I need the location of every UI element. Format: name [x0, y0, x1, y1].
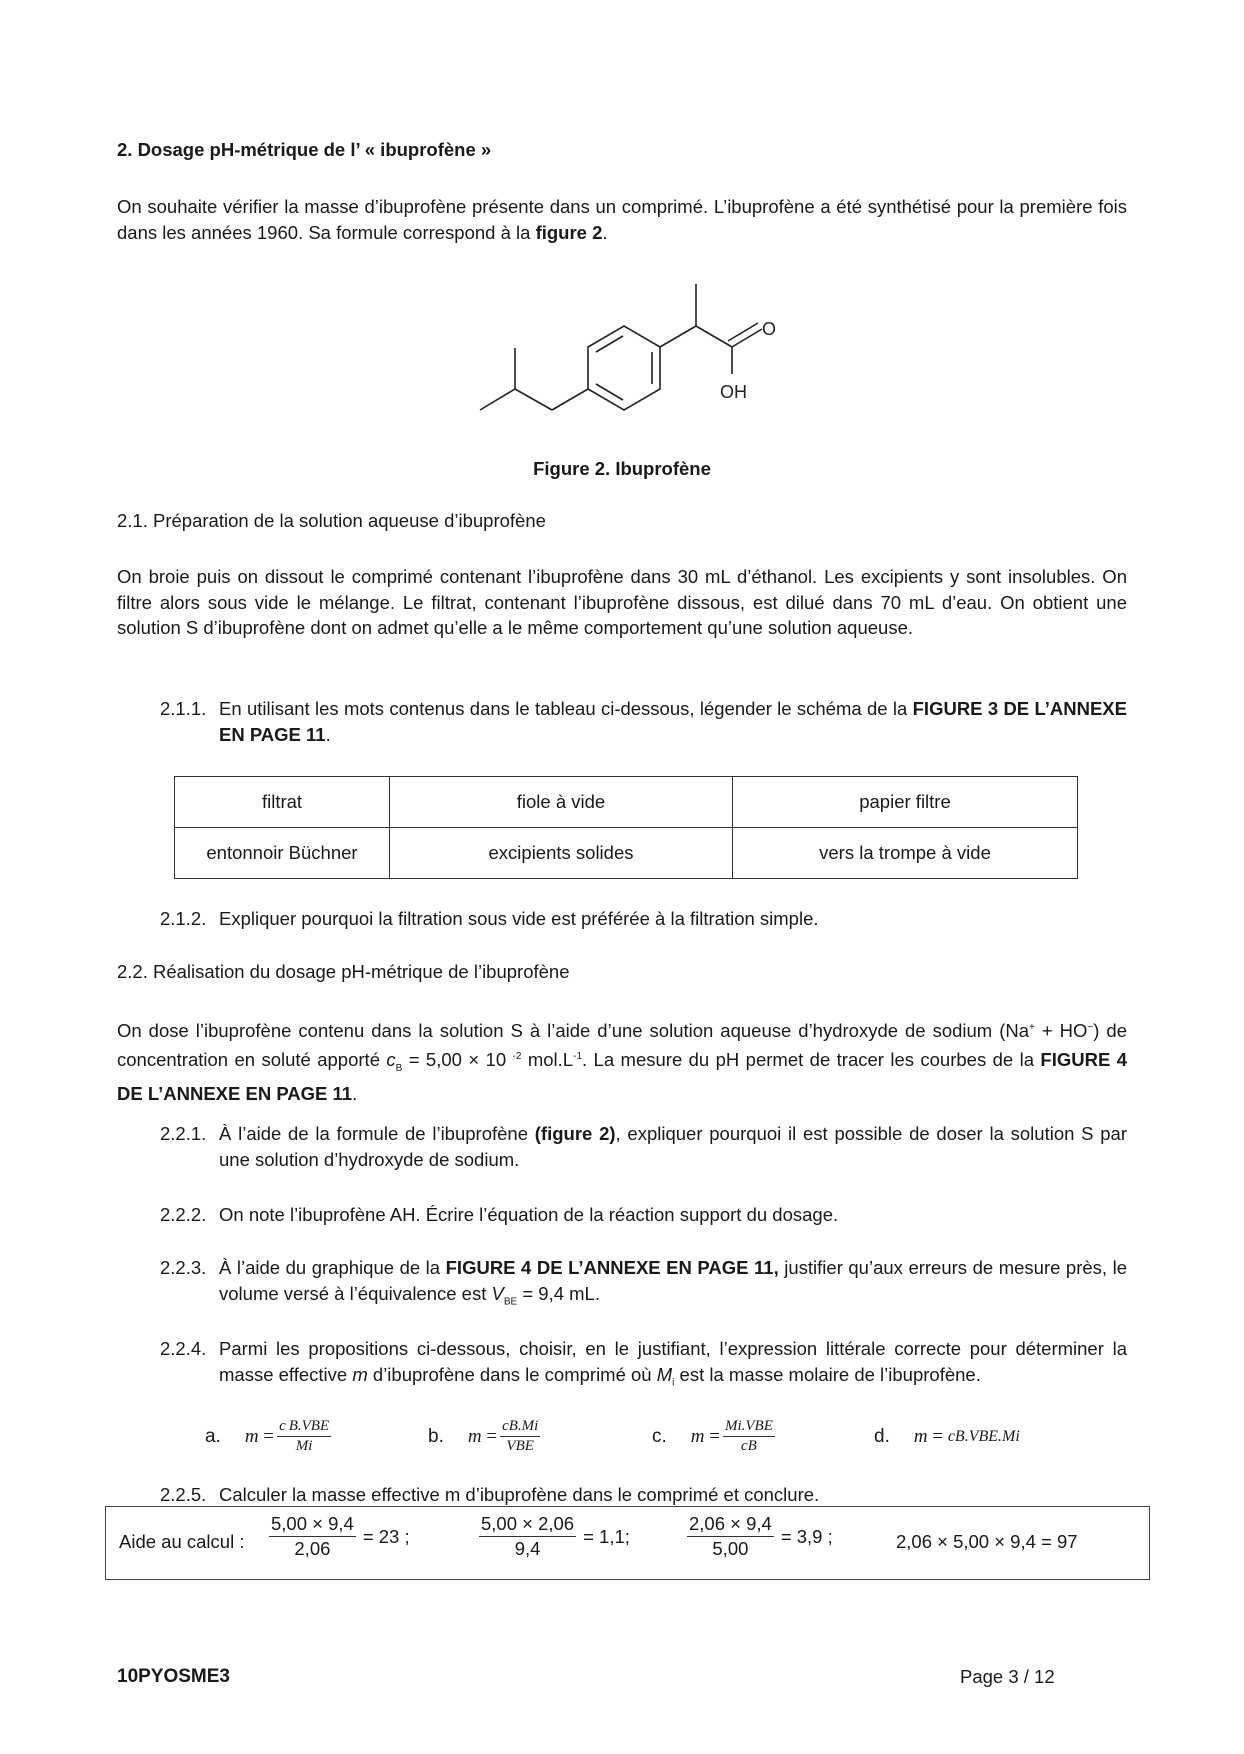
question-223 — [160, 1255, 1127, 1315]
question-225 — [160, 1482, 1127, 1508]
q211-number: 2.1.1. — [160, 698, 207, 719]
question-221 — [160, 1121, 1127, 1172]
s22-text-g: . — [352, 1083, 358, 1104]
option-c-m: m — [690, 1425, 705, 1447]
s22-text-a: On dose l’ibuprofène contenu dans la solution S à l’aide d’une solution aqueuse d’hydroxyde de sodium (Na — [117, 1020, 1030, 1042]
q212-text: Expliquer pourquoi la filtration sous vide est préférée à la filtration simple. — [219, 908, 819, 929]
s22-text-b: + HO — [1034, 1020, 1088, 1042]
s22-text-f: . La mesure du pH permet de tracer les courbes de la — [582, 1048, 1041, 1070]
words-table — [174, 776, 1078, 879]
table-cell: fiole à vide — [390, 777, 733, 828]
option-d-expression: cB.VBE.Mi — [947, 1428, 1020, 1445]
document-code: 10PYOSME3 — [117, 1666, 230, 1687]
option-b — [428, 1418, 543, 1455]
mi-sub: i — [672, 1377, 675, 1389]
intro-paragraph — [117, 194, 1127, 245]
q225-text: Calculer la masse effective m d’ibuprofène dans le comprimé et conclure. — [219, 1484, 820, 1505]
help-f1-denominator: 2,06 — [294, 1538, 331, 1559]
table-row — [175, 777, 1078, 828]
q222-number: 2.2.2. — [160, 1204, 207, 1225]
q223-text-c: = 9,4 mL. — [517, 1282, 600, 1304]
question-222 — [160, 1202, 1127, 1228]
exponent-2: -1 — [573, 1050, 583, 1062]
q224-text-c: est la masse molaire de l’ibuprofène. — [674, 1363, 981, 1385]
help-f2-result: = 1,1; — [583, 1525, 630, 1547]
calculation-help-box — [105, 1506, 1150, 1580]
s21-paragraph: On broie puis on dissout le comprimé contenant l’ibuprofène dans 30 mL d’éthanol. Les excipients y sont insolubles. On filtre alors sous vide le mélange. Le filtrat, contenant l’ibuprofène dissous, est dilué dans 70 mL d’eau. On obtient une solution S d’ibuprofène dont on admet qu’elle a le même comportement qu’une solution aqueuse. — [117, 566, 1127, 638]
s22-bold-ref: FIGURE 4 DE L’ANNEXE EN PAGE 11 — [117, 1048, 1127, 1104]
option-a — [205, 1418, 334, 1455]
help-f3-numerator: 2,06 × 9,4 — [687, 1513, 774, 1537]
table-cell: papier filtre — [733, 777, 1078, 828]
option-d-eq: = — [932, 1426, 944, 1447]
option-b-eq: = — [486, 1425, 498, 1447]
intro-text: On souhaite vérifier la masse d’ibuprofène présente dans un comprimé. L’ibuprofène a été synthétisé pour la première fois dans les années 1960. Sa formule correspond à la — [117, 196, 1127, 243]
table-cell: excipients solides — [390, 828, 733, 879]
option-a-label: a. — [205, 1425, 221, 1447]
subsection-22-title: 2.2. Réalisation du dosage pH-métrique de l’ibuprofène — [117, 961, 570, 982]
q224-number: 2.2.4. — [160, 1338, 207, 1359]
intro-end: . — [602, 221, 608, 243]
table-cell: filtrat — [175, 777, 390, 828]
atom-o-label: O — [762, 319, 777, 339]
help-f2-denominator: 9,4 — [514, 1538, 541, 1559]
mi-symbol: M — [656, 1363, 673, 1385]
s22-text-c: ) de concentration en soluté apporté — [117, 1020, 1127, 1070]
vbe-symbol: V — [491, 1282, 504, 1304]
q223-number: 2.2.3. — [160, 1257, 207, 1278]
question-212 — [160, 906, 1127, 932]
help-formula-3 — [684, 1513, 833, 1560]
option-a-m: m — [244, 1425, 259, 1447]
table-row — [175, 828, 1078, 879]
help-f4-expression: 2,06 × 5,00 × 9,4 = 97 — [896, 1531, 1078, 1552]
calculation-help-label: Aide au calcul : — [119, 1531, 245, 1552]
help-f1-result: = 23 ; — [362, 1525, 410, 1547]
q221-text-b: , expliquer pourquoi il est possible de doser la solution S par une solution d’hydroxyde de sodium. — [219, 1123, 1127, 1170]
option-b-denominator: VBE — [506, 1438, 534, 1454]
option-d — [874, 1426, 1020, 1448]
sup-plus: + — [1029, 1022, 1035, 1033]
q212-number: 2.1.2. — [160, 908, 207, 929]
q221-bold: (figure 2) — [534, 1123, 616, 1144]
q211-end: . — [325, 723, 331, 745]
vbe-sub: BE — [503, 1296, 518, 1308]
option-c-fraction — [723, 1418, 775, 1455]
option-a-denominator: Mi — [295, 1438, 313, 1454]
option-d-label: d. — [874, 1426, 890, 1447]
q221-text-a: À l’aide de la formule de l’ibuprofène — [219, 1123, 535, 1144]
figure-caption: Figure 2. Ibuprofène — [533, 458, 711, 479]
q224-text-b: d’ibuprofène dans le comprimé où — [367, 1363, 657, 1385]
q211-text: En utilisant les mots contenus dans le tableau ci-dessous, légender le schéma de la — [219, 698, 908, 719]
subsection-21-title: 2.1. Préparation de la solution aqueuse d’ibuprofène — [117, 510, 546, 531]
q223-text-a: À l’aide du graphique de la — [219, 1257, 446, 1278]
help-formula-1 — [266, 1513, 410, 1560]
option-c-label: c. — [652, 1425, 667, 1447]
ibuprofen-structure — [470, 278, 800, 428]
question-211 — [160, 696, 1127, 747]
help-formula-2 — [476, 1513, 630, 1560]
q224-text-a: Parmi les propositions ci-dessous, choisir, en le justifiant, l’expression littérale correcte pour déterminer la masse effective — [219, 1338, 1127, 1385]
sup-minus: − — [1087, 1022, 1094, 1033]
cb-sub: B — [395, 1062, 403, 1074]
option-c — [652, 1418, 778, 1455]
help-formula-4 — [896, 1531, 1078, 1553]
question-224 — [160, 1336, 1127, 1396]
q221-number: 2.2.1. — [160, 1123, 207, 1144]
option-b-fraction — [500, 1418, 540, 1455]
q223-text-b: justifier qu’aux erreurs de mesure près, le volume versé à l’équivalence est — [219, 1257, 1128, 1304]
q225-number: 2.2.5. — [160, 1484, 207, 1505]
section-title: 2. Dosage pH-métrique de l’ « ibuprofène » — [117, 139, 492, 160]
option-a-fraction — [277, 1418, 331, 1455]
cb-symbol: c — [386, 1048, 396, 1070]
s22-text-d: = 5,00 × 10 — [402, 1048, 513, 1070]
intro-figure-ref: figure 2 — [535, 221, 603, 243]
option-c-numerator: Mi.VBE — [723, 1418, 775, 1437]
help-f3-result: = 3,9 ; — [780, 1525, 833, 1547]
option-b-m: m — [467, 1425, 482, 1447]
option-b-numerator: cB.Mi — [500, 1418, 540, 1437]
m-symbol: m — [352, 1363, 368, 1385]
help-f1-numerator: 5,00 × 9,4 — [269, 1513, 356, 1537]
s22-text-e: mol.L — [521, 1048, 574, 1070]
help-f2-numerator: 5,00 × 2,06 — [479, 1513, 576, 1537]
option-c-eq: = — [709, 1425, 720, 1447]
option-c-denominator: cB — [741, 1438, 757, 1454]
option-b-label: b. — [428, 1425, 444, 1447]
table-cell: vers la trompe à vide — [733, 828, 1078, 879]
page-number: Page 3 / 12 — [960, 1666, 1055, 1687]
q211-bold: FIGURE 3 DE L’ANNEXE EN PAGE 11 — [219, 698, 1127, 745]
option-d-m: m — [913, 1426, 928, 1447]
q222-text: On note l’ibuprofène AH. Écrire l’équation de la réaction support du dosage. — [219, 1204, 839, 1225]
table-cell: entonnoir Büchner — [175, 828, 390, 879]
option-a-numerator: c B.VBE — [277, 1418, 331, 1437]
q223-bold: FIGURE 4 DE L’ANNEXE EN PAGE 11, — [445, 1257, 779, 1278]
exponent-1: -2 — [512, 1050, 522, 1062]
s22-paragraph — [117, 1015, 1127, 1107]
option-a-eq: = — [263, 1425, 275, 1447]
help-f3-denominator: 5,00 — [712, 1538, 749, 1559]
atom-oh-label: OH — [720, 382, 747, 402]
